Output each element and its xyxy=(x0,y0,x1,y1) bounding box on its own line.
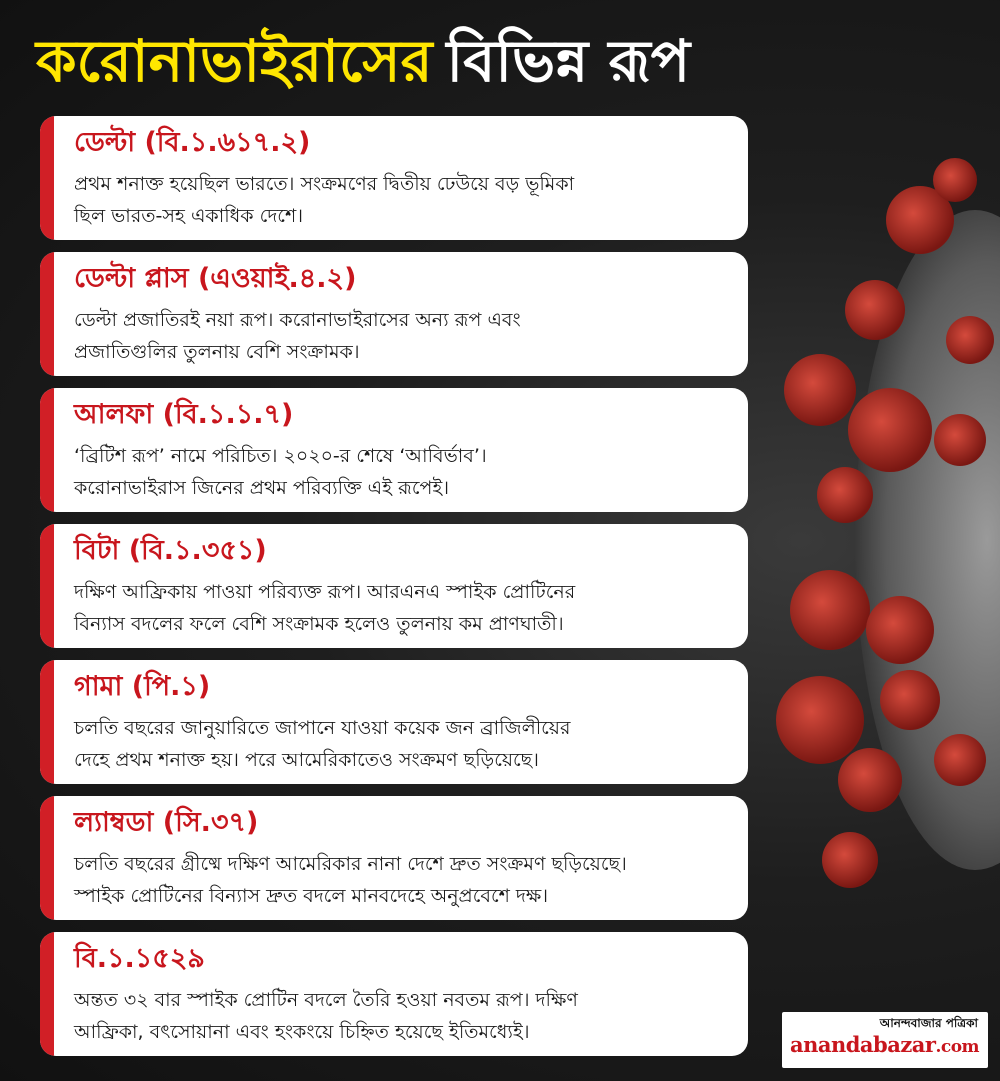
variant-heading: বি.১.১৫২৯ xyxy=(74,943,205,974)
description-line: অন্তত ৩২ বার স্পাইক প্রোটিন বদলে তৈরি হওয়া নবতম রূপ। দক্ষিণ xyxy=(74,989,578,1011)
anandabazar-logo xyxy=(782,1012,988,1068)
variant-heading: ডেল্টা (বি.১.৬১৭.২) xyxy=(74,127,311,158)
description-line: দক্ষিণ আফ্রিকায় পাওয়া পরিব্যক্ত রূপ। আরএনএ স্পাইক প্রোটিনের xyxy=(74,581,576,603)
variant-heading: ডেল্টা প্লাস (এওয়াই.৪.২) xyxy=(74,263,357,294)
description-line: আফ্রিকা, বৎসোয়ানা এবং হংকংয়ে চিহ্নিত হয়েছে ইতিমধ্যেই। xyxy=(74,1021,530,1043)
variant-description xyxy=(74,440,732,504)
title-part-white: বিভিন্ন রূপ xyxy=(446,27,691,95)
variant-description xyxy=(74,576,732,640)
description-line: দেহে প্রথম শনাক্ত হয়। পরে আমেরিকাতেও সংক্রমণ ছড়িয়েছে। xyxy=(74,749,539,771)
variant-description xyxy=(74,712,732,776)
variant-card-b11529 xyxy=(40,932,748,1056)
variant-description xyxy=(74,984,732,1048)
description-line: স্পাইক প্রোটিনের বিন্যাস দ্রুত বদলে মানবদেহে অনুপ্রবেশে দক্ষ। xyxy=(74,885,549,907)
card-accent-bar xyxy=(40,796,54,920)
variant-card-lambda xyxy=(40,796,748,920)
logo-name: anandabazar xyxy=(790,1032,936,1057)
card-accent-bar xyxy=(40,388,54,512)
logo-suffix: .com xyxy=(935,1037,980,1057)
variant-card-delta xyxy=(40,116,748,240)
description-line: ‘ব্রিটিশ রূপ’ নামে পরিচিত। ২০২০-র শেষে ‘আবির্ভাব’। xyxy=(74,445,487,467)
variant-description xyxy=(74,304,732,368)
description-line: প্রথম শনাক্ত হয়েছিল ভারতে। সংক্রমণের দ্বিতীয় ঢেউয়ে বড় ভূমিকা xyxy=(74,173,575,195)
logo-bengali-text: আনন্দবাজার পত্রিকা xyxy=(879,1016,978,1030)
variant-heading: গামা (পি.১) xyxy=(74,671,211,702)
variant-card-beta xyxy=(40,524,748,648)
card-accent-bar xyxy=(40,932,54,1056)
description-line: চলতি বছরের গ্রীষ্মে দক্ষিণ আমেরিকার নানা দেশে দ্রুত সংক্রমণ ছড়িয়েছে। xyxy=(74,853,627,875)
card-accent-bar xyxy=(40,660,54,784)
coronavirus-illustration xyxy=(760,140,1000,940)
card-accent-bar xyxy=(40,524,54,648)
description-line: প্রজাতিগুলির তুলনায় বেশি সংক্রামক। xyxy=(74,341,360,363)
variant-description xyxy=(74,848,732,912)
variant-card-gamma xyxy=(40,660,748,784)
variant-heading: ল্যাম্বডা (সি.৩৭) xyxy=(74,807,259,838)
page-title xyxy=(36,18,936,104)
description-line: বিন্যাস বদলের ফলে বেশি সংক্রামক হলেও তুলনায় কম প্রাণঘাতী। xyxy=(74,613,564,635)
description-line: চলতি বছরের জানুয়ারিতে জাপানে যাওয়া কয়েক জন ব্রাজিলীয়ের xyxy=(74,717,571,739)
card-accent-bar xyxy=(40,116,54,240)
logo-wordmark xyxy=(790,1032,979,1057)
variant-description xyxy=(74,168,732,232)
variant-heading: বিটা (বি.১.৩৫১) xyxy=(74,535,267,566)
variant-card-delta-plus xyxy=(40,252,748,376)
card-accent-bar xyxy=(40,252,54,376)
description-line: ছিল ভারত-সহ একাধিক দেশে। xyxy=(74,205,303,227)
description-line: করোনাভাইরাস জিনের প্রথম পরিব্যক্তি এই রূপেই। xyxy=(74,477,450,499)
description-line: ডেল্টা প্রজাতিরই নয়া রূপ। করোনাভাইরাসের অন্য রূপ এবং xyxy=(74,309,521,331)
title-part-yellow: করোনাভাইরাসের xyxy=(36,27,433,95)
variant-heading: আলফা (বি.১.১.৭) xyxy=(74,399,294,430)
variant-card-alpha xyxy=(40,388,748,512)
